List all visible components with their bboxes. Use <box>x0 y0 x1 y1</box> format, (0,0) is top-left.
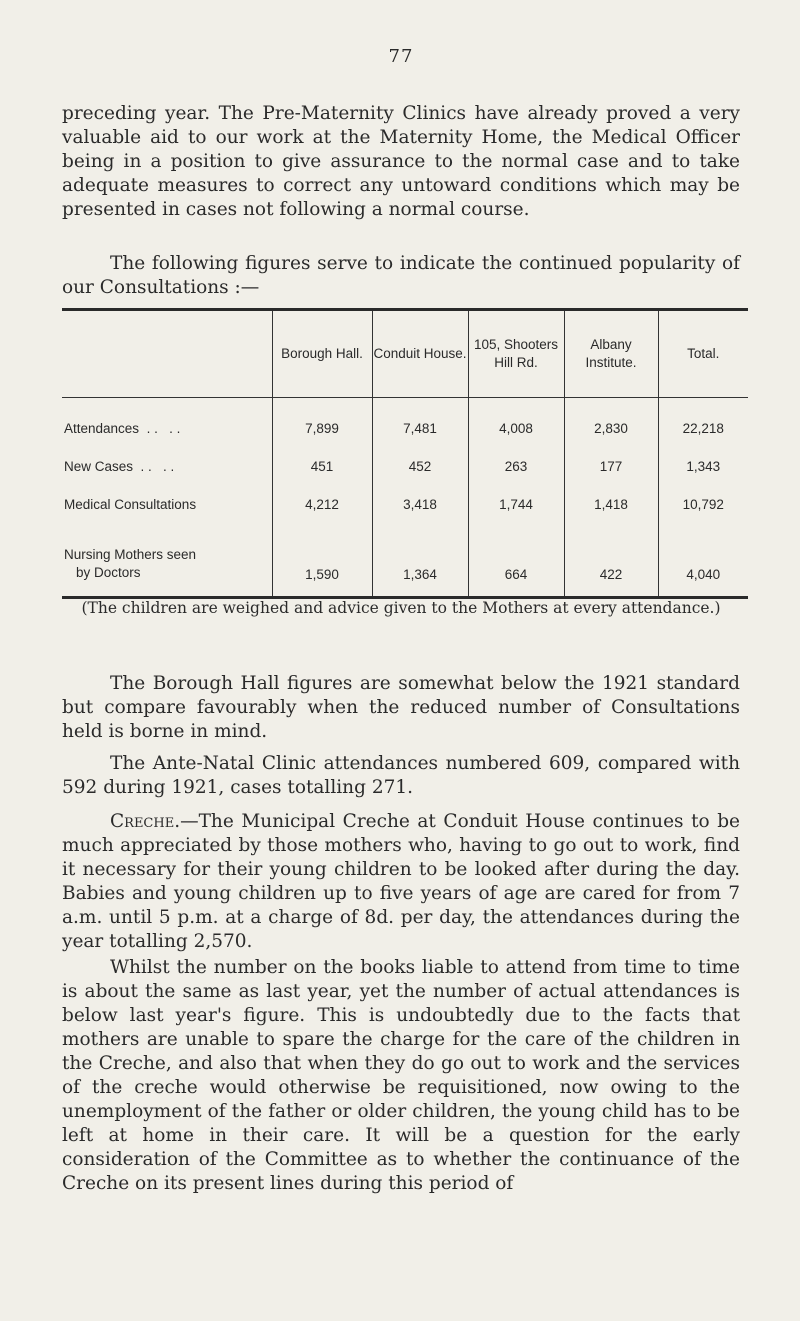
cell-value: 452 <box>372 436 468 474</box>
table-row <box>62 512 748 596</box>
row-label: Nursing Mothers seen by Doctors <box>64 546 197 580</box>
header-label-column <box>62 311 272 397</box>
paragraph-table-intro: The following figures serve to indicate the continued popularity of our Consultations :— <box>62 253 740 298</box>
table-footnote: (The children are weighed and advice given to the Mothers at every attendance.) <box>81 599 721 617</box>
table-row <box>62 474 748 512</box>
page-number: 77 <box>388 46 414 67</box>
cell-value: 1,590 <box>272 512 372 596</box>
cell-value: 263 <box>468 436 564 474</box>
paragraph-borough-hall: The Borough Hall figures are somewhat below the 1921 standard but compare favourably when the reduced number of Consultations held is borne in mind. <box>62 673 740 742</box>
paragraph-attendance: Whilst the number on the books liable to attend from time to time is about the same as last year, yet the number of actual attendances is below last year's figure. This is undoubtedly due to the facts that mothers are unable to spare the charge for the care of the children in the Creche, and also that when they do go out to work and the services of the creche would otherwise be requisitioned, now owing to the unemployment of the father or older children, the young child has to be left at home in their care. It will be a question for the early consideration of the Committee as to whether the continuance of the Creche on its present lines during this period of <box>62 957 740 1194</box>
row-label: Attendances . . <box>62 397 272 436</box>
table-row <box>62 436 748 474</box>
cell-value: 2,830 <box>564 397 658 436</box>
header-conduit-house: Conduit House. <box>372 311 468 397</box>
cell-value: 664 <box>468 512 564 596</box>
creche-heading: Creche. <box>110 811 181 832</box>
creche-body: —The Municipal Creche at Conduit House continues to be much appreciated by those mothers who, having to go out to work, find it necessary for their young children to be looked after during the day. Babies and young children up to five years of age are cared for from 7 a.m. until 5 p.m. at a charge of 8d. per day, the attendances during the year totalling 2,570. <box>62 811 740 952</box>
paragraph-creche <box>62 810 740 954</box>
cell-value: 3,418 <box>372 474 468 512</box>
cell-value: 1,364 <box>372 512 468 596</box>
cell-value: 1,744 <box>468 474 564 512</box>
cell-value: 22,218 <box>658 397 748 436</box>
cell-value: 10,792 <box>658 474 748 512</box>
cell-value: 4,212 <box>272 474 372 512</box>
header-total: Total. <box>658 311 748 397</box>
row-label: New Cases . . <box>62 436 272 474</box>
cell-value: 7,481 <box>372 397 468 436</box>
table-row <box>62 397 748 436</box>
cell-value: 4,008 <box>468 397 564 436</box>
cell-value: 451 <box>272 436 372 474</box>
table-header-row <box>62 311 748 397</box>
row-label: Medical Consultations <box>64 496 197 512</box>
paragraph-continuation: preceding year. The Pre-Maternity Clinics have already proved a very valuable aid to our work at the Maternity Home, the Medical Officer being in a position to give assurance to the normal case and to take adequate measures to correct any untoward conditions which may be presented in cases not following a normal course. <box>62 103 740 220</box>
cell-value: 177 <box>564 436 658 474</box>
consultations-table <box>62 308 748 599</box>
cell-value: 1,418 <box>564 474 658 512</box>
cell-value: 1,343 <box>658 436 748 474</box>
paragraph-ante-natal: The Ante-Natal Clinic attendances numbered 609, compared with 592 during 1921, cases totalling 271. <box>62 753 740 798</box>
header-albany-institute: Albany Institute. <box>564 311 658 397</box>
header-shooters-hill: 105, Shooters Hill Rd. <box>468 311 564 397</box>
cell-value: 7,899 <box>272 397 372 436</box>
cell-value: 4,040 <box>658 512 748 596</box>
cell-value: 422 <box>564 512 658 596</box>
header-borough-hall: Borough Hall. <box>272 311 372 397</box>
